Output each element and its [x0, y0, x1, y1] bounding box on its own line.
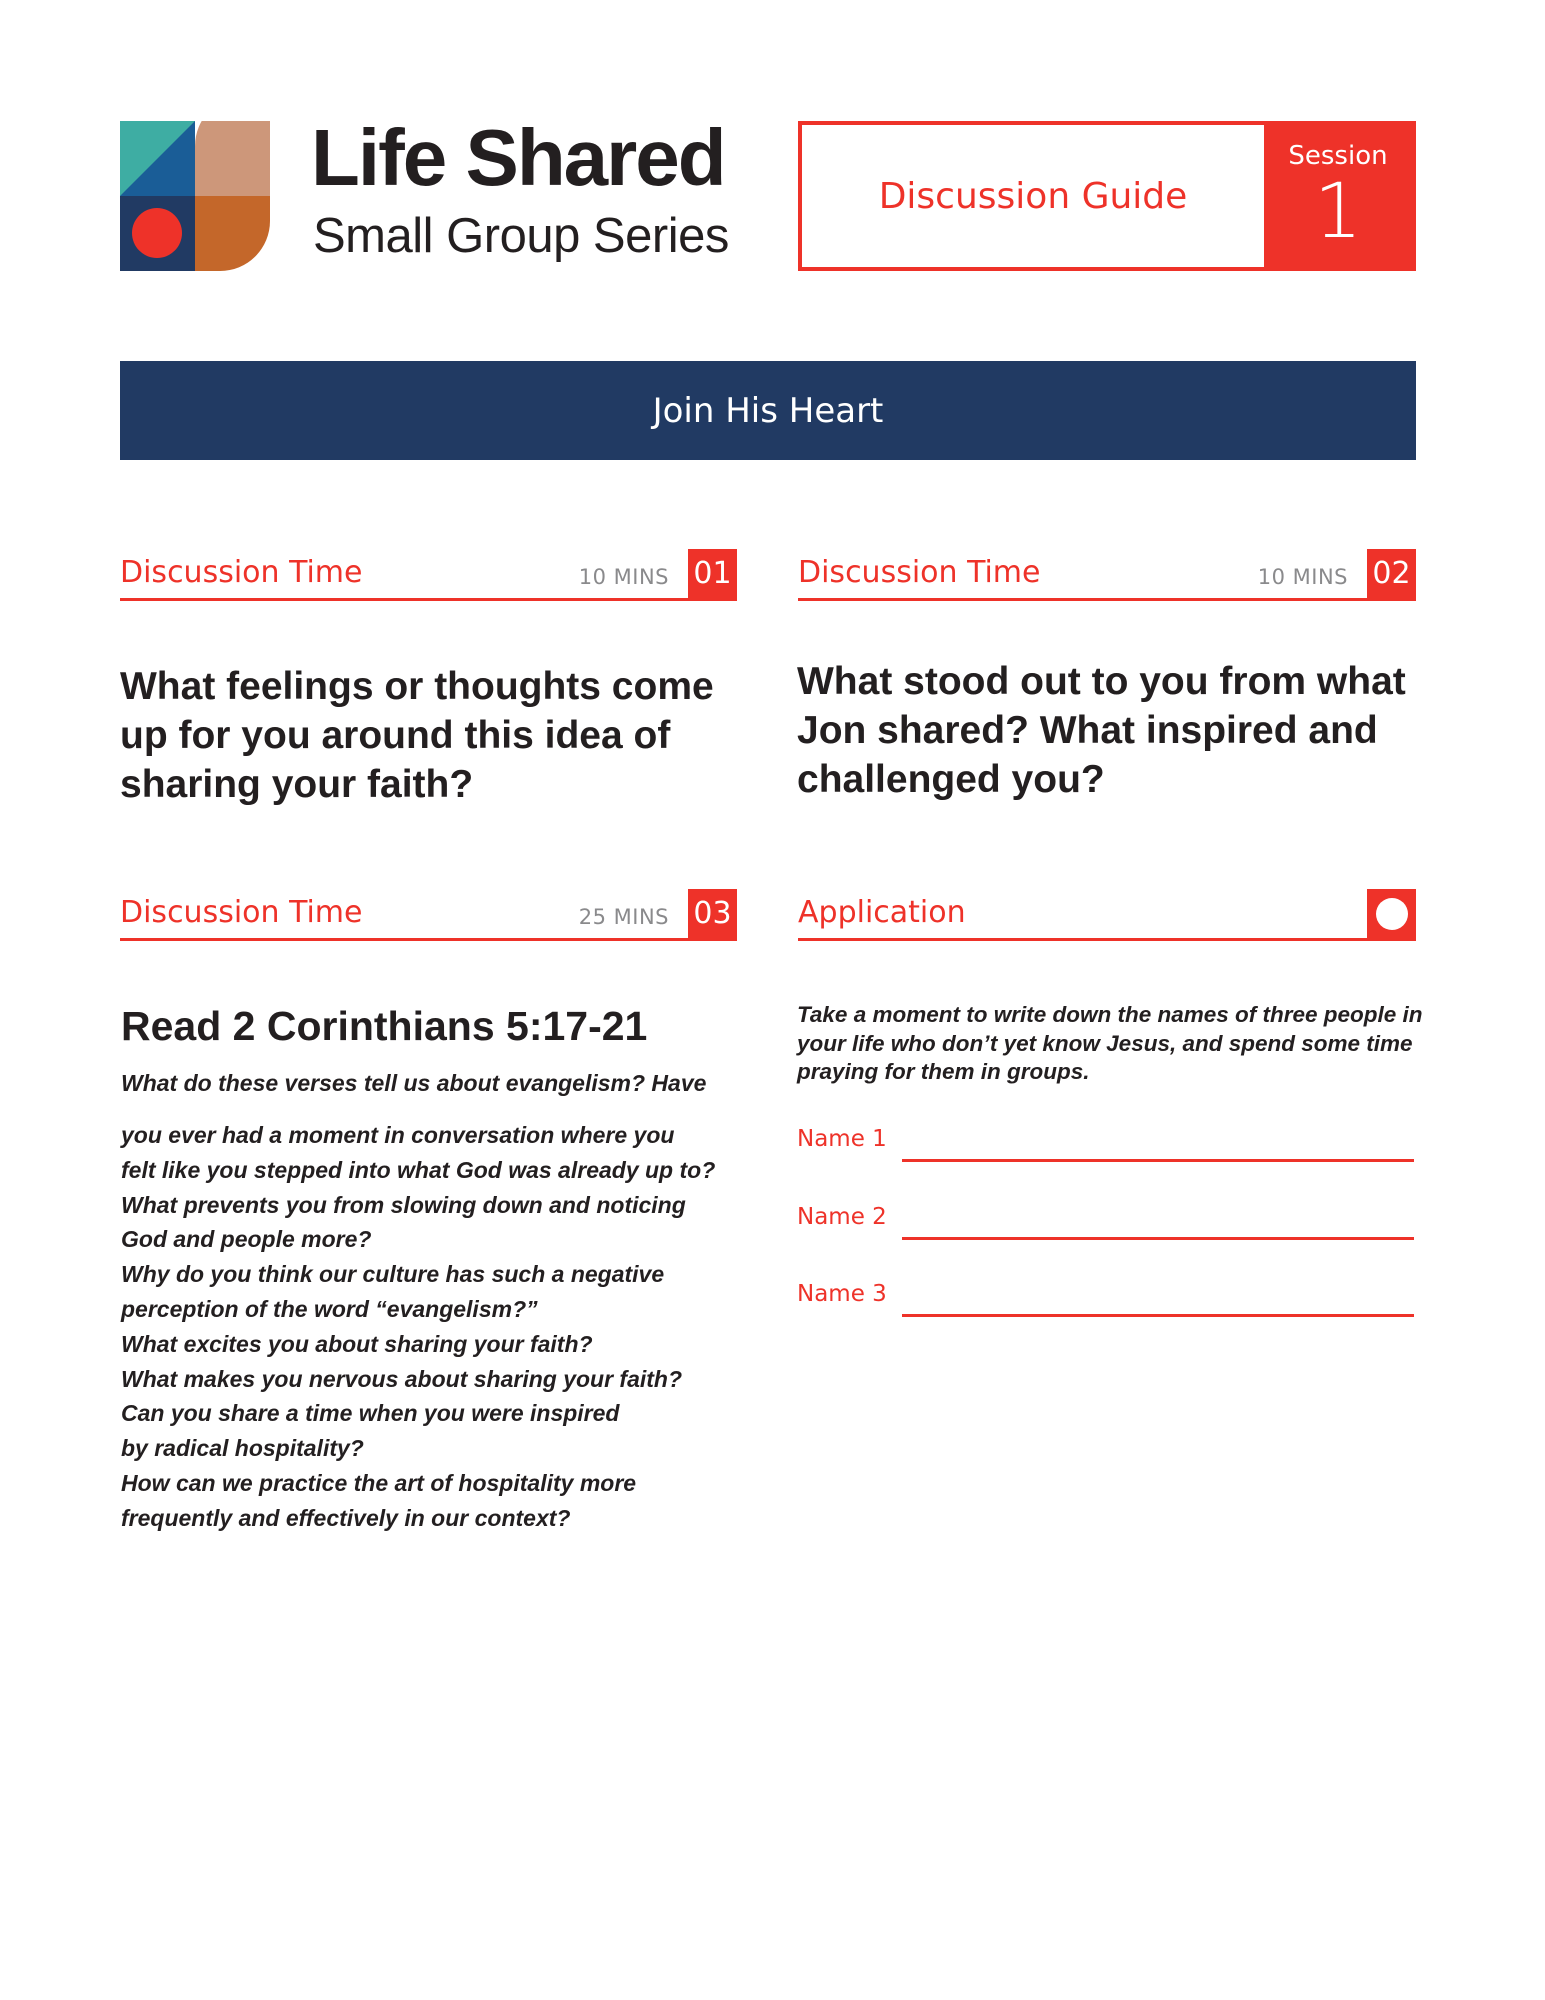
list-item: by radical hospitality? — [121, 1435, 364, 1462]
name-field-3[interactable] — [797, 1281, 1414, 1321]
section-number: 03 — [688, 889, 737, 938]
scripture-reading-title: Read 2 Corinthians 5:17-21 — [121, 1003, 648, 1049]
write-in-line[interactable] — [902, 1159, 1414, 1162]
section-number: 01 — [688, 549, 737, 598]
reflection-question-list — [121, 1118, 761, 1536]
discussion-guide-box — [798, 121, 1416, 271]
session-badge — [1264, 125, 1412, 267]
write-in-line[interactable] — [902, 1237, 1414, 1240]
section-title: Discussion Time — [120, 555, 363, 590]
name-label: Name 3 — [797, 1281, 887, 1307]
list-item: What prevents you from slowing down and noticing — [121, 1191, 686, 1218]
section-duration: 10 MINS — [1257, 565, 1348, 589]
list-item: Why do you think our culture has such a negative — [121, 1261, 665, 1288]
list-item: What makes you nervous about sharing your faith? — [121, 1365, 683, 1392]
reading-intro-question: What do these verses tell us about evangelism? Have — [121, 1070, 707, 1096]
section-title: Application — [798, 895, 966, 930]
brand-subtitle: Small Group Series — [313, 209, 729, 263]
list-item: frequently and effectively in our context? — [121, 1504, 571, 1531]
list-item: How can we practice the art of hospitality more — [121, 1469, 637, 1496]
list-item: God and people more? — [121, 1226, 372, 1253]
section-header-application — [798, 889, 1416, 941]
name-label: Name 2 — [797, 1204, 887, 1230]
circle-icon — [1376, 898, 1408, 930]
section-number: 02 — [1367, 549, 1416, 598]
session-label: Session — [1288, 141, 1388, 171]
section-title: Discussion Time — [120, 895, 363, 930]
write-in-line[interactable] — [902, 1314, 1414, 1317]
session-number: 1 — [1313, 166, 1363, 255]
brand-title: Life Shared — [311, 113, 725, 202]
life-shared-logo-icon — [120, 121, 270, 271]
discussion-question-01: What feelings or thoughts come up for you around this idea of sharing your faith? — [120, 665, 714, 806]
section-header-02 — [798, 549, 1416, 601]
guide-label: Discussion Guide — [878, 175, 1188, 217]
application-badge — [1367, 889, 1416, 938]
list-item: you ever had a moment in conversation where you — [121, 1122, 675, 1148]
name-field-2[interactable] — [797, 1204, 1414, 1244]
list-item: felt like you stepped into what God was already up to? — [121, 1156, 716, 1183]
section-header-03 — [120, 889, 737, 941]
session-title-banner: Join His Heart — [120, 361, 1416, 460]
list-item: What excites you about sharing your faith? — [121, 1330, 593, 1357]
name-field-1[interactable] — [797, 1126, 1414, 1166]
list-item: Can you share a time when you were inspired — [121, 1400, 620, 1427]
name-label: Name 1 — [797, 1126, 887, 1152]
section-duration: 10 MINS — [578, 565, 669, 589]
discussion-question-02: What stood out to you from what Jon shared? What inspired and challenged you? — [797, 660, 1406, 801]
section-title: Discussion Time — [798, 555, 1041, 590]
list-item: perception of the word “evangelism?” — [121, 1295, 538, 1322]
section-header-01 — [120, 549, 737, 601]
application-instructions: Take a moment to write down the names of three people in your life who don’t yet know Jesus, and spend some time praying for them in groups. — [797, 1002, 1423, 1084]
section-duration: 25 MINS — [578, 905, 669, 929]
